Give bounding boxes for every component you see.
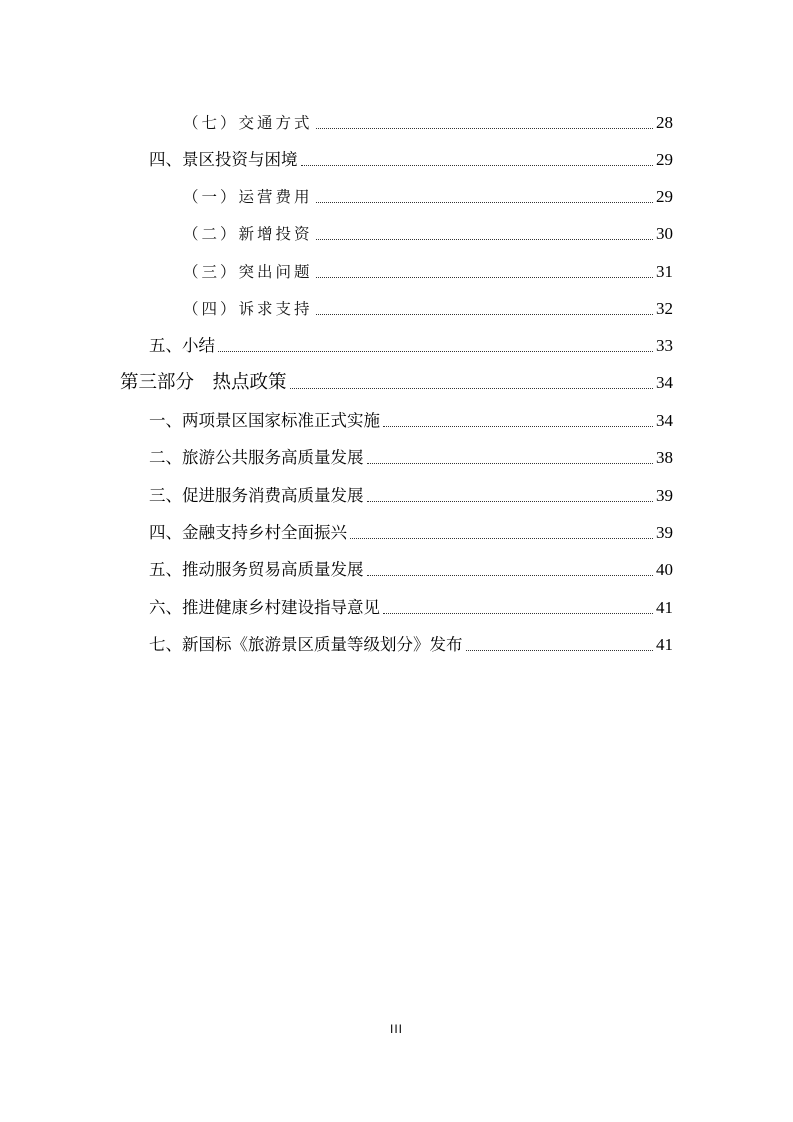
- toc-entry[interactable]: [149, 481, 673, 507]
- dot-leader: [316, 201, 653, 203]
- dot-leader: [316, 127, 653, 129]
- toc-entry-label: 五、小结: [149, 336, 215, 355]
- toc-entry-page: 28: [656, 113, 673, 132]
- toc-entry[interactable]: [183, 182, 673, 208]
- toc-entry-page: 29: [656, 187, 673, 206]
- toc-entry-page: 40: [656, 560, 673, 579]
- toc-entry-label: 五、推动服务贸易高质量发展: [149, 560, 364, 579]
- dot-leader: [367, 462, 654, 464]
- toc-entry[interactable]: [149, 518, 673, 544]
- dot-leader: [383, 612, 653, 614]
- dot-leader: [218, 350, 653, 352]
- dot-leader: [367, 574, 654, 576]
- dot-leader: [301, 164, 654, 166]
- dot-leader: [316, 276, 653, 278]
- toc-entry-page: 32: [656, 299, 673, 318]
- toc-entry-label: 七、新国标《旅游景区质量等级划分》发布: [149, 635, 463, 654]
- toc-entry[interactable]: [183, 219, 673, 245]
- toc-entry-page: 39: [656, 486, 673, 505]
- toc-entry[interactable]: [149, 406, 673, 432]
- dot-leader: [383, 425, 653, 427]
- toc-entry-page: 30: [656, 224, 673, 243]
- toc-entry-page: 41: [656, 598, 673, 617]
- toc-entry-page: 34: [656, 411, 673, 430]
- toc-entry-label: 一、两项景区国家标准正式实施: [149, 411, 380, 430]
- toc-entry-page: 39: [656, 523, 673, 542]
- toc-entry-page: 41: [656, 635, 673, 654]
- toc-entry[interactable]: [149, 555, 673, 581]
- toc-entry-label: 二、旅游公共服务高质量发展: [149, 448, 364, 467]
- toc-entry[interactable]: [183, 108, 673, 134]
- dot-leader: [350, 537, 653, 539]
- dot-leader: [316, 238, 653, 240]
- dot-leader: [466, 649, 654, 651]
- toc-entry[interactable]: [149, 145, 673, 171]
- toc-entry-label: （七）交通方式: [183, 114, 313, 132]
- toc-entry-page: 29: [656, 150, 673, 169]
- toc-entry-page: 33: [656, 336, 673, 355]
- toc-entry[interactable]: [183, 294, 673, 320]
- toc-entry-label: 四、景区投资与困境: [149, 150, 298, 169]
- toc-entry-label: （三）突出问题: [183, 263, 313, 281]
- toc-entry[interactable]: [149, 630, 673, 656]
- toc-entry-label: （一）运营费用: [183, 188, 313, 206]
- toc-entry[interactable]: [120, 368, 673, 394]
- dot-leader: [290, 387, 653, 389]
- toc-entry-label: 第三部分 热点政策: [120, 372, 287, 393]
- toc-entry-page: 31: [656, 262, 673, 281]
- toc-entry[interactable]: [149, 593, 673, 619]
- dot-leader: [316, 313, 653, 315]
- toc-entry[interactable]: [183, 257, 673, 283]
- toc-entry-page: 38: [656, 448, 673, 467]
- toc-entry[interactable]: [149, 443, 673, 469]
- toc-entry-label: （二）新增投资: [183, 225, 313, 243]
- page-number: III: [389, 1022, 403, 1036]
- dot-leader: [367, 500, 654, 502]
- toc-entry-label: 三、促进服务消费高质量发展: [149, 486, 364, 505]
- toc-entry[interactable]: [149, 331, 673, 357]
- toc-entry-page: 34: [656, 373, 673, 392]
- toc-entry-label: 四、金融支持乡村全面振兴: [149, 523, 347, 542]
- toc-entry-label: （四）诉求支持: [183, 300, 313, 318]
- toc-entry-label: 六、推进健康乡村建设指导意见: [149, 598, 380, 617]
